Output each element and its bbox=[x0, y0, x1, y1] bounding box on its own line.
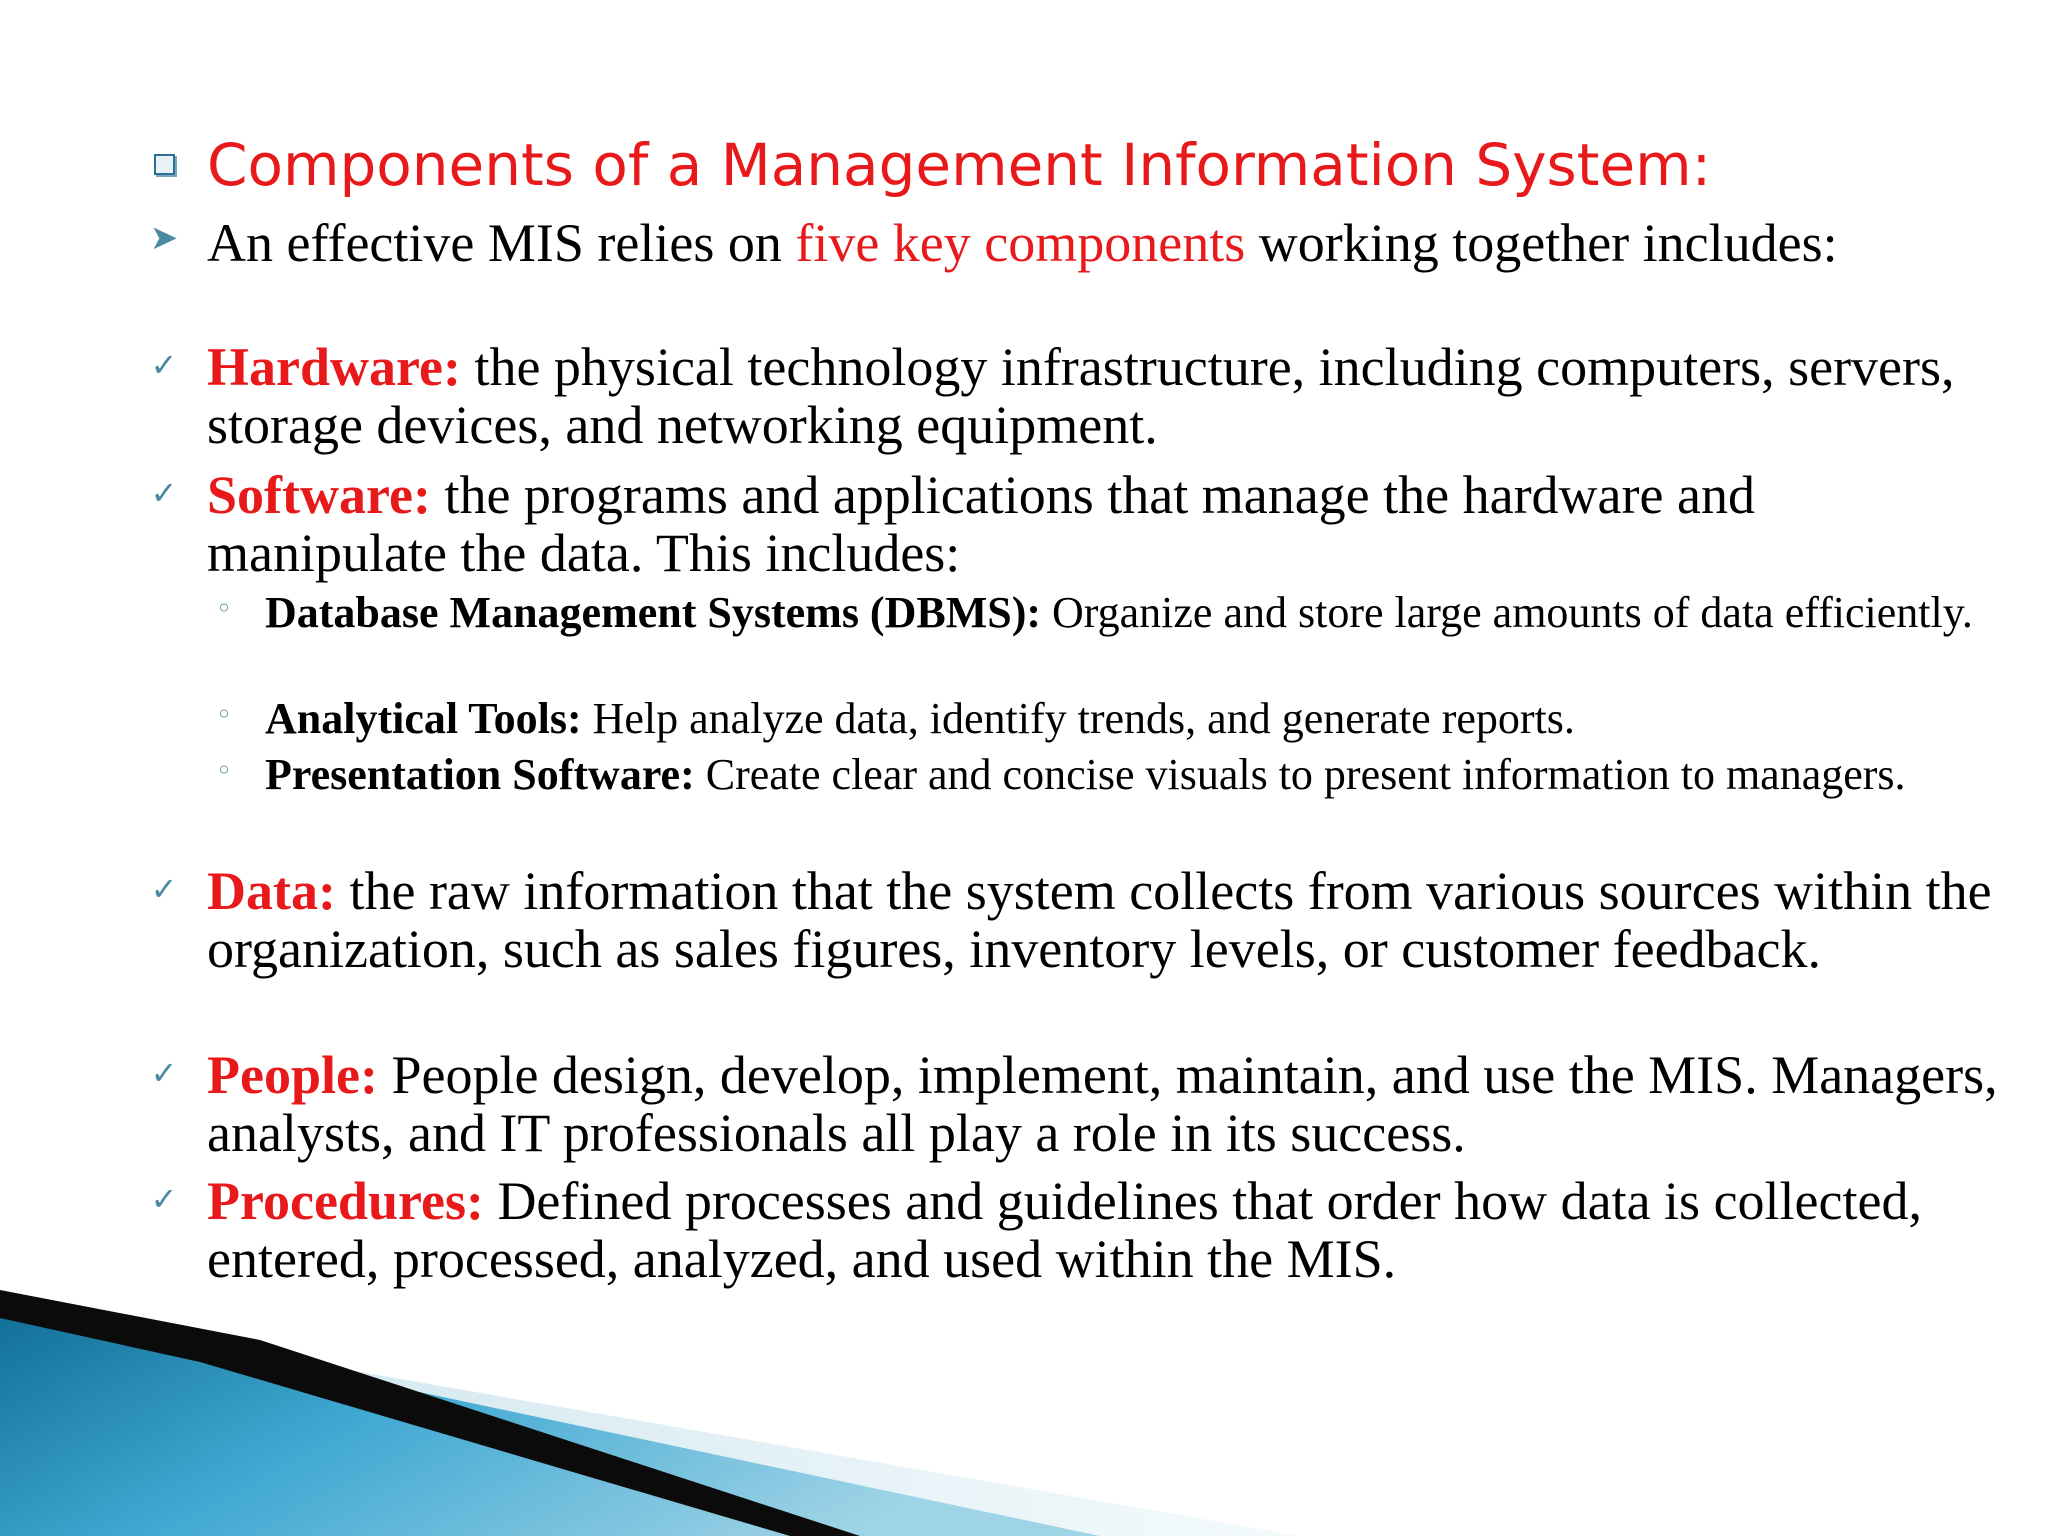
component-desc: the programs and applications that manage the hardware and manipulate the data. This includes: bbox=[207, 465, 1755, 583]
intro-before: An effective MIS relies on bbox=[207, 213, 796, 273]
component-text bbox=[207, 1172, 2004, 1288]
circle-bullet-icon: ◦ bbox=[215, 754, 233, 787]
component-text bbox=[207, 862, 2004, 978]
checkmark-icon: ✓ bbox=[150, 346, 178, 384]
circle-bullet-icon: ◦ bbox=[215, 698, 233, 731]
checkmark-icon: ✓ bbox=[150, 870, 178, 908]
component-text bbox=[207, 1046, 2004, 1162]
checkmark-icon: ✓ bbox=[150, 1054, 178, 1092]
arrow-bullet-icon: ➤ bbox=[149, 218, 179, 258]
intro-highlight: five key components bbox=[795, 213, 1246, 273]
checkmark-icon: ✓ bbox=[150, 474, 178, 512]
intro-text bbox=[207, 214, 2004, 272]
component-desc: the raw information that the system collects from various sources within the organization, such as sales figures, inventory levels, or customer feedback. bbox=[207, 861, 1992, 979]
component-term: Hardware: bbox=[207, 337, 461, 397]
software-item-desc: Help analyze data, identify trends, and generate reports. bbox=[581, 694, 1575, 743]
component-desc: the physical technology infrastructure, including computers, servers, storage devices, and networking equipment. bbox=[207, 337, 1955, 455]
software-item-text bbox=[265, 750, 2004, 800]
checkmark-icon: ✓ bbox=[150, 1180, 178, 1218]
software-item-desc: Organize and store large amounts of data efficiently. bbox=[1041, 588, 1973, 637]
component-text bbox=[207, 338, 2004, 454]
software-item-term: Database Management Systems (DBMS): bbox=[265, 588, 1042, 637]
circle-bullet-icon: ◦ bbox=[215, 592, 233, 625]
software-item-term: Analytical Tools: bbox=[265, 694, 582, 743]
component-text bbox=[207, 466, 2004, 582]
slide-title: Components of a Management Information System: bbox=[207, 131, 1712, 199]
component-desc: Defined processes and guidelines that order how data is collected, entered, processed, analyzed, and used within the MIS. bbox=[207, 1171, 1922, 1289]
intro-after: working together includes: bbox=[1245, 213, 1838, 273]
component-term: Software: bbox=[207, 465, 431, 525]
component-desc: People design, develop, implement, maintain, and use the MIS. Managers, analysts, and IT professionals all play a role in its success. bbox=[207, 1045, 1998, 1163]
square-bullet-icon bbox=[144, 154, 184, 180]
component-term: Data: bbox=[207, 861, 336, 921]
component-term: Procedures: bbox=[207, 1171, 484, 1231]
software-item-text bbox=[265, 588, 2004, 638]
software-item-term: Presentation Software: bbox=[265, 750, 695, 799]
component-term: People: bbox=[207, 1045, 378, 1105]
software-item-desc: Create clear and concise visuals to present information to managers. bbox=[694, 750, 1906, 799]
software-item-text bbox=[265, 694, 2004, 744]
